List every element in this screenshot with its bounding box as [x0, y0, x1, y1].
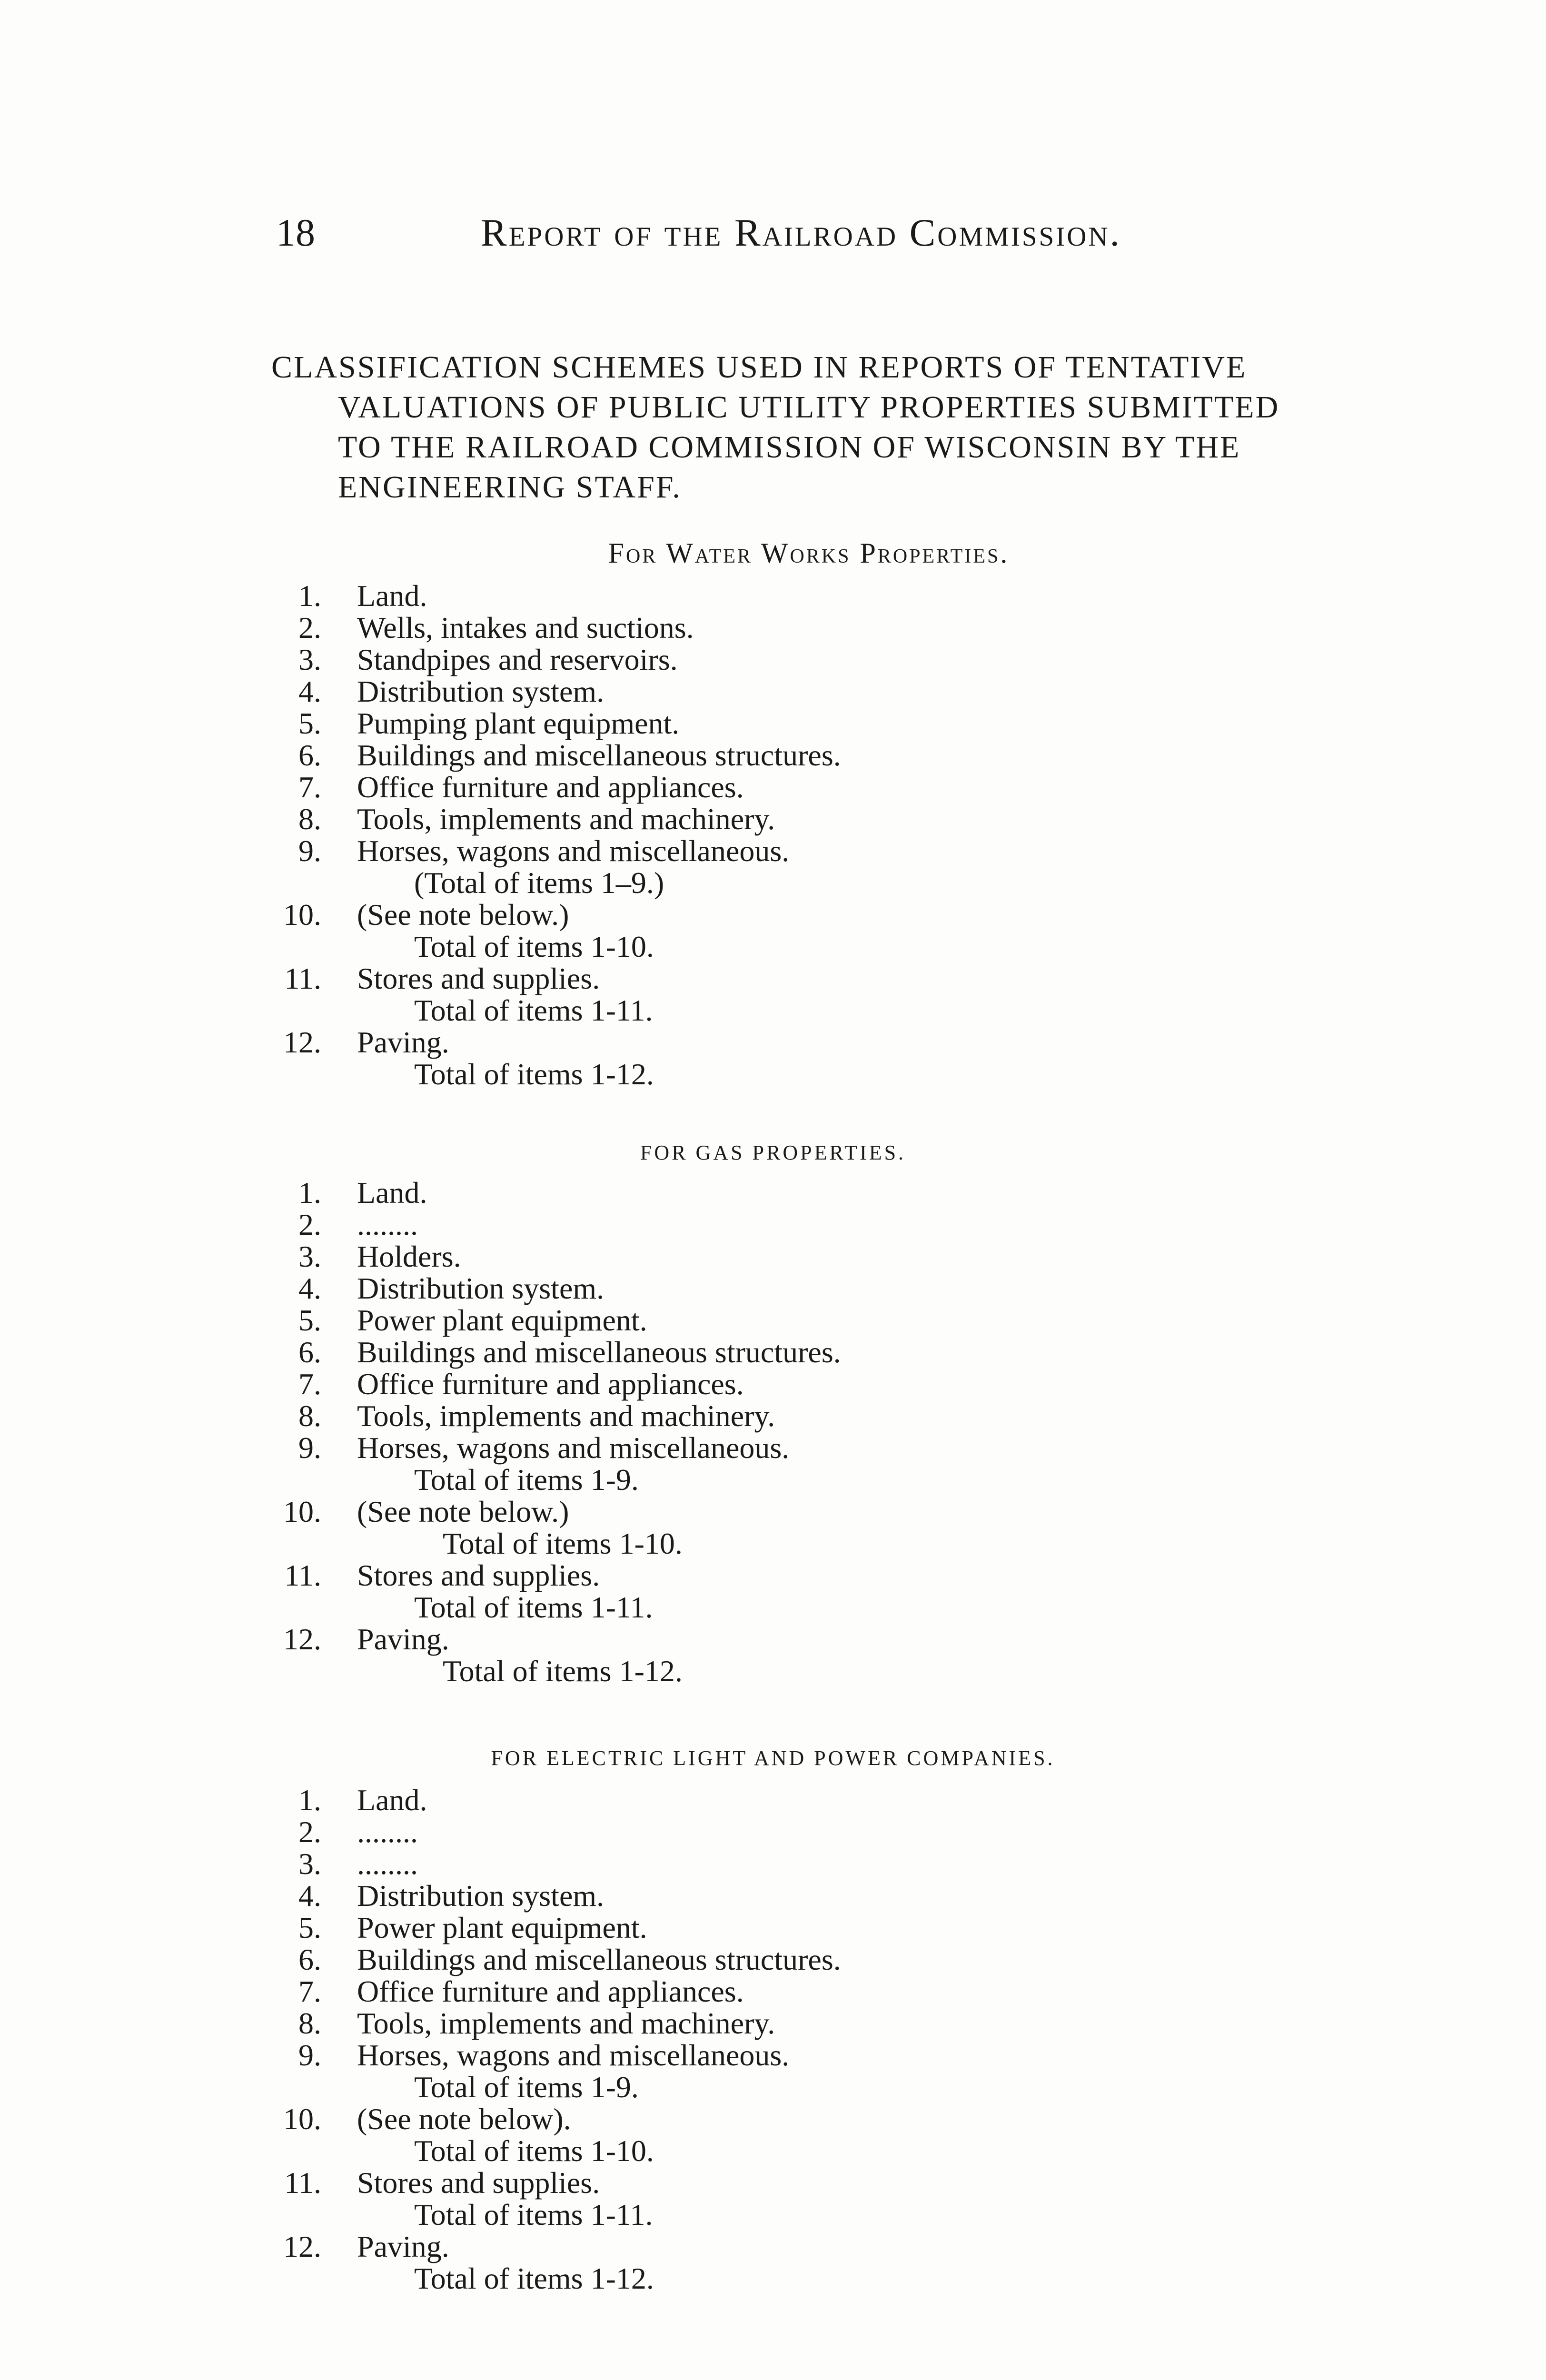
list-item — [286, 1400, 1333, 1432]
list-item — [283, 1025, 1333, 1059]
gas-item-list — [283, 1176, 1333, 1688]
item-number: 11. — [284, 1558, 321, 1592]
subtotal-row — [286, 994, 1333, 1026]
item-number: 2. — [298, 1208, 321, 1241]
list-item — [286, 2039, 1333, 2071]
item-text: (See note below). — [357, 2102, 571, 2136]
item-text: Office furniture and appliances. — [357, 1367, 744, 1401]
item-text: Tools, implements and machinery. — [357, 1399, 775, 1433]
subtotal-row — [286, 2199, 1333, 2231]
item-text: Holders. — [357, 1240, 461, 1273]
item-text: Total of items 1-10. — [443, 1527, 683, 1560]
item-number: 8. — [298, 1399, 321, 1433]
item-text: Total of items 1-11. — [414, 993, 653, 1027]
list-item — [283, 1622, 1333, 1656]
list-item — [286, 1944, 1333, 1975]
item-number: 8. — [298, 802, 321, 836]
item-text: Standpipes and reservoirs. — [357, 643, 678, 676]
list-item — [286, 1816, 1333, 1848]
electric-item-list — [283, 1783, 1333, 2295]
list-item — [286, 1880, 1333, 1912]
item-text: Distribution system. — [357, 1271, 605, 1305]
item-number: 12. — [283, 1622, 321, 1656]
item-text: Total of items 1-12. — [443, 1654, 683, 1688]
item-text: Distribution system. — [357, 674, 605, 708]
item-text: Office furniture and appliances. — [357, 1974, 744, 2008]
item-text: Land. — [357, 1783, 427, 1817]
item-number: 7. — [298, 1974, 321, 2008]
list-item — [286, 1209, 1333, 1240]
item-text: Horses, wagons and miscellaneous. — [357, 1431, 790, 1465]
item-number: 2. — [298, 611, 321, 645]
title-line: VALUATIONS OF PUBLIC UTILITY PROPERTIES SUBMITTED — [338, 390, 1280, 425]
list-item — [286, 1304, 1333, 1336]
item-number: 6. — [298, 1335, 321, 1369]
item-number: 3. — [298, 643, 321, 676]
item-text: Land. — [357, 1176, 427, 1210]
title-line: CLASSIFICATION SCHEMES USED IN REPORTS OF TENTATIVE — [271, 350, 1247, 385]
item-text: ........ — [357, 1815, 418, 1849]
item-number: 5. — [298, 1303, 321, 1337]
item-text: Tools, implements and machinery. — [357, 802, 775, 836]
item-number: 10. — [283, 2102, 321, 2136]
item-text: Total of items 1-11. — [414, 1590, 653, 1624]
item-number: 1. — [298, 1783, 321, 1817]
list-item — [286, 612, 1333, 644]
item-number: 12. — [283, 1025, 321, 1059]
item-text: Total of items 1-12. — [414, 1057, 654, 1091]
list-item — [286, 2167, 1333, 2199]
list-item — [286, 739, 1333, 771]
subtotal-row — [286, 1464, 1333, 1496]
item-text: Buildings and miscellaneous structures. — [357, 1335, 841, 1369]
list-item — [286, 1848, 1333, 1880]
list-item — [283, 898, 1333, 932]
list-item — [286, 1912, 1333, 1944]
item-number: 9. — [298, 1431, 321, 1465]
list-item — [286, 771, 1333, 803]
item-number: 7. — [298, 1367, 321, 1401]
section-heading-water-works: For Water Works Properties. — [608, 537, 1010, 569]
item-text: Paving. — [357, 1025, 449, 1059]
item-number: 3. — [298, 1847, 321, 1881]
subtotal-row — [286, 2262, 1333, 2294]
item-number: 4. — [298, 1879, 321, 1913]
item-text: Wells, intakes and suctions. — [357, 611, 694, 645]
item-text: Distribution system. — [357, 1879, 605, 1913]
item-text: Power plant equipment. — [357, 1303, 647, 1337]
item-text: Stores and supplies. — [357, 2166, 600, 2200]
subtotal-row — [286, 1058, 1333, 1090]
item-number: 2. — [298, 1815, 321, 1849]
list-item — [283, 2102, 1333, 2136]
item-number: 5. — [298, 706, 321, 740]
subtotal-row — [286, 931, 1333, 962]
document-title — [271, 347, 1423, 507]
item-text: Buildings and miscellaneous structures. — [357, 1943, 841, 1976]
item-number: 10. — [283, 898, 321, 932]
item-text: Land. — [357, 579, 427, 613]
list-item — [286, 1336, 1333, 1368]
item-text: Pumping plant equipment. — [357, 706, 680, 740]
subtotal-row — [286, 2135, 1333, 2167]
item-number: 6. — [298, 1943, 321, 1976]
item-number: 12. — [283, 2230, 321, 2263]
list-item — [283, 1495, 1333, 1528]
item-number: 11. — [284, 962, 321, 995]
list-item — [286, 707, 1333, 739]
list-item — [286, 1240, 1333, 1272]
list-item — [286, 644, 1333, 675]
item-number: 6. — [298, 738, 321, 772]
title-line: TO THE RAILROAD COMMISSION OF WISCONSIN BY THE — [338, 430, 1241, 465]
section-heading-electric: FOR ELECTRIC LIGHT AND POWER COMPANIES. — [491, 1746, 1055, 1770]
item-text: Total of items 1-9. — [414, 1463, 639, 1497]
item-text: Stores and supplies. — [357, 962, 600, 995]
item-number: 11. — [284, 2166, 321, 2200]
item-number: 4. — [298, 674, 321, 708]
list-item — [286, 675, 1333, 707]
list-item — [286, 2007, 1333, 2039]
list-item — [286, 1784, 1333, 1816]
list-item — [283, 2230, 1333, 2263]
item-text: Total of items 1-10. — [414, 930, 654, 963]
item-text: (See note below.) — [357, 1495, 569, 1528]
item-number: 3. — [298, 1240, 321, 1273]
page-number: 18 — [276, 211, 315, 254]
list-item — [286, 1177, 1333, 1209]
item-number: 9. — [298, 834, 321, 868]
subtotal-row — [286, 2071, 1333, 2103]
item-text: Paving. — [357, 1622, 449, 1656]
item-number: 7. — [298, 770, 321, 804]
item-text: Tools, implements and machinery. — [357, 2006, 775, 2040]
list-item — [286, 803, 1333, 835]
item-text: Total of items 1-10. — [414, 2134, 654, 2168]
item-text: Total of items 1-11. — [414, 2198, 653, 2231]
item-number: 10. — [283, 1495, 321, 1528]
subtotal-row — [286, 867, 1333, 899]
item-number: 9. — [298, 2038, 321, 2072]
subtotal-row — [286, 1655, 1333, 1687]
item-text: Office furniture and appliances. — [357, 770, 744, 804]
list-item — [286, 1272, 1333, 1304]
item-text: Power plant equipment. — [357, 1911, 647, 1944]
item-text: Paving. — [357, 2230, 449, 2263]
item-text: Horses, wagons and miscellaneous. — [357, 2038, 790, 2072]
list-item — [286, 1975, 1333, 2007]
list-item — [286, 580, 1333, 612]
item-text: Buildings and miscellaneous structures. — [357, 738, 841, 772]
list-item — [286, 1368, 1333, 1400]
running-title: Report of the Railroad Commission. — [481, 211, 1122, 254]
item-number: 1. — [298, 1176, 321, 1210]
item-text: ........ — [357, 1847, 418, 1881]
section-heading-gas: FOR GAS PROPERTIES. — [640, 1141, 906, 1164]
item-text: Total of items 1-9. — [414, 2070, 639, 2104]
item-text: Stores and supplies. — [357, 1558, 600, 1592]
item-text: Total of items 1-12. — [414, 2261, 654, 2295]
list-item — [286, 835, 1333, 867]
item-text: Horses, wagons and miscellaneous. — [357, 834, 790, 868]
item-number: 8. — [298, 2006, 321, 2040]
item-text: (Total of items 1–9.) — [414, 866, 664, 900]
item-text: (See note below.) — [357, 898, 569, 932]
water-works-item-list — [283, 579, 1333, 1091]
item-number: 1. — [298, 579, 321, 613]
subtotal-row — [286, 1527, 1333, 1559]
item-text: ........ — [357, 1208, 418, 1241]
list-item — [286, 1432, 1333, 1464]
item-number: 4. — [298, 1271, 321, 1305]
title-line: ENGINEERING STAFF. — [338, 470, 682, 505]
list-item — [286, 962, 1333, 994]
list-item — [286, 1559, 1333, 1591]
item-number: 5. — [298, 1911, 321, 1944]
subtotal-row — [286, 1591, 1333, 1623]
